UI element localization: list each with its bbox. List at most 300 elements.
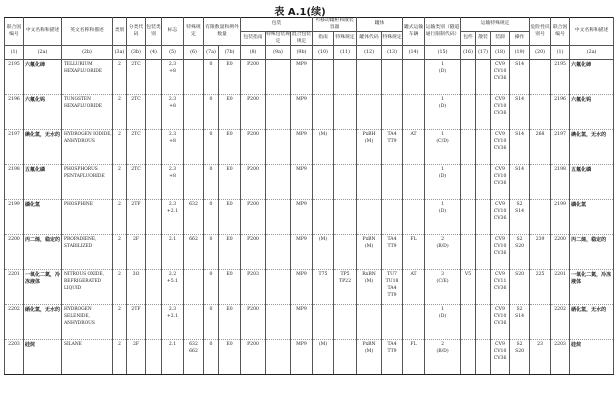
cell-limited-quantity: 0 [204, 130, 219, 165]
cell-tank-special: TA4 TT9 [382, 130, 403, 165]
cell-un-no: 2198 [5, 165, 24, 200]
cell-tank-special [382, 165, 403, 200]
cell-mixed-packing: MP9 [291, 235, 313, 270]
cell-hazard-id: 225 [530, 270, 551, 305]
cell-bulk [476, 235, 491, 270]
cell-labels: 2.3 +8 [162, 165, 184, 200]
cell-special-packing [266, 165, 291, 200]
cell-bulk [476, 340, 491, 375]
column-number: (15) [425, 46, 461, 60]
header-operation: 操作 [510, 32, 530, 46]
column-number: (9b) [291, 46, 313, 60]
cell-transport-category: 2 (B/D) [425, 235, 461, 270]
column-number: (12) [357, 46, 382, 60]
cell-un-no-right: 2203 [551, 340, 570, 375]
cell-pt-instructions [313, 95, 334, 130]
cell-tank-special: TA4 TT9 [382, 235, 403, 270]
cell-transport-category: 3 (C/E) [425, 270, 461, 305]
cell-mixed-packing: MP9 [291, 165, 313, 200]
cell-loading: CV9 CV10 CV36 [491, 200, 510, 235]
header-hazard-id: 危险性识别号 [530, 18, 551, 46]
cell-tank-code [357, 200, 382, 235]
cell-special-provisions: 662 [184, 235, 204, 270]
header-packing-group: 包装类别 [146, 18, 162, 46]
cell-hazard-id: 268 [530, 130, 551, 165]
column-number: (3b) [127, 46, 146, 60]
cell-bulk [476, 305, 491, 340]
cell-name-cn-right: 硒化氢，无水的 [570, 305, 614, 340]
cell-class-code: 2TC [127, 60, 146, 95]
cell-limited-quantity: 0 [204, 200, 219, 235]
cell-labels: 2.3 +8 [162, 60, 184, 95]
cell-pt-special [334, 95, 357, 130]
cell-bulk [476, 200, 491, 235]
table-row [5, 95, 614, 130]
cell-loading: CV9 CV10 CV36 [491, 235, 510, 270]
cell-packages [461, 130, 476, 165]
cell-loading: CV9 CV10 CV36 [491, 60, 510, 95]
cell-special-packing [266, 60, 291, 95]
cell-excepted-quantity: E0 [219, 95, 241, 130]
column-number: (2a) [24, 46, 62, 60]
table-row [5, 235, 614, 270]
cell-packages [461, 200, 476, 235]
header-transport-category: 运输类别（隧道通行限制代码） [425, 18, 461, 46]
cell-special-packing [266, 340, 291, 375]
cell-vehicle [403, 60, 425, 95]
dangerous-goods-table [4, 17, 614, 375]
cell-pt-special [334, 130, 357, 165]
cell-packages [461, 235, 476, 270]
cell-un-no: 2195 [5, 60, 24, 95]
cell-un-no: 2203 [5, 340, 24, 375]
cell-pt-special [334, 305, 357, 340]
cell-tank-special [382, 305, 403, 340]
cell-labels: 2.2 +5.1 [162, 270, 184, 305]
cell-class: 2 [113, 60, 127, 95]
cell-un-no-right: 2202 [551, 305, 570, 340]
header-special-provisions: 特殊规定 [184, 18, 204, 46]
cell-bulk [476, 165, 491, 200]
cell-transport-category: 1 (D) [425, 305, 461, 340]
cell-loading: CV9 CV11 CV36 [491, 270, 510, 305]
cell-un-no-right: 2197 [551, 130, 570, 165]
cell-operation: S14 [510, 165, 530, 200]
cell-excepted-quantity: E0 [219, 200, 241, 235]
cell-labels: 2.3 +2.1 [162, 200, 184, 235]
cell-operation: S20 [510, 270, 530, 305]
cell-packing-group [146, 235, 162, 270]
cell-limited-quantity: 0 [204, 95, 219, 130]
cell-un-no-right: 2196 [551, 95, 570, 130]
column-number: (9a) [266, 46, 291, 60]
cell-excepted-quantity: E0 [219, 270, 241, 305]
cell-class: 2 [113, 95, 127, 130]
cell-tank-code [357, 95, 382, 130]
cell-transport-category: 1 (D) [425, 165, 461, 200]
cell-name-en: NITROUS OXIDE, REFRIGERATED LIQUID [62, 270, 113, 305]
cell-loading: CV9 CV10 CV36 [491, 95, 510, 130]
cell-pt-instructions [313, 305, 334, 340]
cell-un-no: 2197 [5, 130, 24, 165]
cell-name-en: PROPADIENE, STABILIZED [62, 235, 113, 270]
cell-labels: 2.1 [162, 340, 184, 375]
cell-pt-special [334, 340, 357, 375]
cell-pt-instructions [313, 165, 334, 200]
cell-packing-instructions: P200 [241, 95, 266, 130]
column-number: (6) [184, 46, 204, 60]
cell-packing-instructions: P203 [241, 270, 266, 305]
column-number: (20) [530, 46, 551, 60]
header-name-cn: 中文名称和描述 [24, 18, 62, 46]
column-number: (1) [5, 46, 24, 60]
cell-special-packing [266, 95, 291, 130]
column-number: (2a) [570, 46, 614, 60]
column-number: (1) [551, 46, 570, 60]
cell-labels: 2.3 +2.1 [162, 305, 184, 340]
cell-special-packing [266, 235, 291, 270]
cell-class: 2 [113, 340, 127, 375]
cell-packages [461, 340, 476, 375]
header-tank-special: 特殊规定 [382, 32, 403, 46]
cell-special-provisions [184, 130, 204, 165]
cell-tank-code [357, 165, 382, 200]
cell-limited-quantity: 0 [204, 305, 219, 340]
cell-name-cn: 一氧化二氮，冷冻液体 [24, 270, 62, 305]
cell-hazard-id [530, 305, 551, 340]
header-mixed-packing: 混合包装规定 [291, 32, 313, 46]
header-un-no-right: 联合国编号 [551, 18, 570, 46]
cell-class: 2 [113, 235, 127, 270]
column-number: (10) [313, 46, 334, 60]
cell-mixed-packing: MP9 [291, 200, 313, 235]
cell-tank-code: PxBN (M) [357, 235, 382, 270]
header-special-packing: 特殊包装规定 [266, 32, 291, 46]
column-number: (18) [491, 46, 510, 60]
cell-name-cn: 硒化氢，无水的 [24, 305, 62, 340]
column-number: (13) [382, 46, 403, 60]
cell-labels: 2.3 +8 [162, 130, 184, 165]
cell-un-no: 2199 [5, 200, 24, 235]
table-row [5, 60, 614, 95]
cell-class: 2 [113, 130, 127, 165]
cell-loading: CV9 CV10 CV36 [491, 305, 510, 340]
cell-packing-instructions: P200 [241, 235, 266, 270]
cell-tank-special [382, 95, 403, 130]
cell-vehicle: AT [403, 270, 425, 305]
cell-un-no-right: 2198 [551, 165, 570, 200]
cell-class-code: 2TC [127, 130, 146, 165]
header-row-1 [5, 18, 614, 32]
cell-mixed-packing: MP9 [291, 95, 313, 130]
cell-packing-instructions: P200 [241, 60, 266, 95]
cell-excepted-quantity: E0 [219, 340, 241, 375]
header-packaging-group: 包装 [241, 18, 313, 32]
cell-class-code: 2F [127, 340, 146, 375]
cell-hazard-id [530, 165, 551, 200]
column-number: (2b) [62, 46, 113, 60]
header-pt-special: 特殊规定 [334, 32, 357, 46]
cell-special-provisions [184, 165, 204, 200]
cell-packing-instructions: P200 [241, 130, 266, 165]
header-tank-group: 罐体 [357, 18, 403, 32]
header-packages: 包件 [461, 32, 476, 46]
cell-vehicle [403, 200, 425, 235]
cell-special-provisions [184, 305, 204, 340]
cell-un-no: 2201 [5, 270, 24, 305]
cell-labels: 2.3 +8 [162, 95, 184, 130]
cell-transport-category: 1 (C/D) [425, 130, 461, 165]
cell-excepted-quantity: E0 [219, 60, 241, 95]
cell-operation: S14 [510, 60, 530, 95]
cell-name-en: TUNGSTEN HEXAFLUORIDE [62, 95, 113, 130]
cell-tank-code: PxBH (M) [357, 130, 382, 165]
cell-pt-special [334, 60, 357, 95]
cell-transport-category: 1 (D) [425, 60, 461, 95]
cell-special-packing [266, 130, 291, 165]
cell-packages [461, 60, 476, 95]
cell-packages [461, 305, 476, 340]
cell-un-no-right: 2201 [551, 270, 570, 305]
cell-name-cn-right: 五氟化磷 [570, 165, 614, 200]
cell-name-cn-right: 磷化氢 [570, 200, 614, 235]
cell-un-no: 2200 [5, 235, 24, 270]
cell-mixed-packing: MP9 [291, 305, 313, 340]
cell-tank-code [357, 305, 382, 340]
cell-pt-special [334, 200, 357, 235]
cell-name-cn: 碘化氢，无水的 [24, 130, 62, 165]
cell-tank-code [357, 60, 382, 95]
cell-pt-instructions [313, 60, 334, 95]
cell-operation: S2 S14 [510, 305, 530, 340]
cell-class-code: 3O [127, 270, 146, 305]
cell-loading: CV9 CV10 CV36 [491, 165, 510, 200]
header-name-cn-right: 中文名称和描述 [570, 18, 614, 46]
table-body [5, 60, 614, 375]
header-packing-instructions: 包装指南 [241, 32, 266, 46]
cell-name-cn-right: 六氟化钨 [570, 95, 614, 130]
cell-pt-instructions: (M) [313, 235, 334, 270]
column-number: (8) [241, 46, 266, 60]
cell-operation: S2 S20 [510, 340, 530, 375]
cell-mixed-packing: MP9 [291, 340, 313, 375]
header-tank-code: 罐体代码 [357, 32, 382, 46]
cell-class-code: 2TC [127, 95, 146, 130]
cell-packing-instructions: P200 [241, 340, 266, 375]
cell-un-no-right: 2200 [551, 235, 570, 270]
cell-excepted-quantity: E0 [219, 305, 241, 340]
table-row [5, 130, 614, 165]
cell-vehicle: FL [403, 340, 425, 375]
cell-packages [461, 165, 476, 200]
cell-tank-code: RxBN (M) [357, 270, 382, 305]
cell-bulk [476, 130, 491, 165]
header-bulk: 散装 [476, 32, 491, 46]
cell-bulk [476, 95, 491, 130]
cell-packing-group [146, 95, 162, 130]
table-title: 表 A.1(续) [274, 7, 326, 18]
cell-bulk [476, 270, 491, 305]
cell-name-en: PHOSPHORUS PENTAFLUORIDE [62, 165, 113, 200]
column-number: (4) [146, 46, 162, 60]
cell-hazard-id [530, 60, 551, 95]
cell-pt-instructions: (M) [313, 130, 334, 165]
cell-name-cn: 六氟化碲 [24, 60, 62, 95]
cell-special-provisions [184, 95, 204, 130]
cell-packing-group [146, 60, 162, 95]
header-name-en: 英文名称和描述 [62, 18, 113, 46]
cell-hazard-id: 239 [530, 235, 551, 270]
cell-packing-instructions: P200 [241, 305, 266, 340]
cell-name-en: PHOSPHINE [62, 200, 113, 235]
cell-name-cn: 磷化氢 [24, 200, 62, 235]
cell-mixed-packing: MP9 [291, 270, 313, 305]
cell-operation: S2 S20 [510, 235, 530, 270]
header-special-transport-group: 运输特殊规定 [461, 18, 530, 32]
cell-hazard-id [530, 200, 551, 235]
cell-packing-group [146, 130, 162, 165]
column-number: (16) [461, 46, 476, 60]
table-row [5, 305, 614, 340]
cell-class: 2 [113, 165, 127, 200]
cell-mixed-packing: MP9 [291, 130, 313, 165]
header-limited-excepted: 有限数量和例外数量 [204, 18, 241, 46]
header-pt-instructions: 指南 [313, 32, 334, 46]
cell-class: 2 [113, 200, 127, 235]
cell-name-en: HYDROGEN IODIDE, ANHYDROUS [62, 130, 113, 165]
cell-operation: S14 [510, 130, 530, 165]
cell-hazard-id: 23 [530, 340, 551, 375]
cell-pt-instructions: T75 [313, 270, 334, 305]
cell-limited-quantity: 0 [204, 60, 219, 95]
cell-name-cn: 六氟化钨 [24, 95, 62, 130]
cell-un-no: 2202 [5, 305, 24, 340]
cell-tank-code: PxBN (M) [357, 340, 382, 375]
cell-loading: CV9 CV10 CV36 [491, 340, 510, 375]
cell-un-no: 2196 [5, 95, 24, 130]
column-number: (3a) [113, 46, 127, 60]
cell-limited-quantity: 0 [204, 270, 219, 305]
cell-un-no-right: 2195 [551, 60, 570, 95]
cell-name-cn: 五氟化磷 [24, 165, 62, 200]
cell-special-provisions: 632 662 [184, 340, 204, 375]
cell-excepted-quantity: E0 [219, 165, 241, 200]
cell-name-en: SILANE [62, 340, 113, 375]
cell-operation: S14 [510, 95, 530, 130]
cell-vehicle [403, 165, 425, 200]
cell-pt-instructions [313, 200, 334, 235]
cell-vehicle: AT [403, 130, 425, 165]
cell-limited-quantity: 0 [204, 340, 219, 375]
cell-limited-quantity: 0 [204, 235, 219, 270]
cell-packing-instructions: P200 [241, 165, 266, 200]
cell-packing-group [146, 270, 162, 305]
cell-bulk [476, 60, 491, 95]
header-vehicle: 罐式运输车辆 [403, 18, 425, 46]
cell-pt-special: TP5 TP22 [334, 270, 357, 305]
cell-name-cn-right: 丙二烯，稳定的 [570, 235, 614, 270]
cell-vehicle [403, 95, 425, 130]
cell-tank-special: TA4 TT9 [382, 340, 403, 375]
cell-class-code: 2TF [127, 305, 146, 340]
cell-name-cn-right: 硅烷 [570, 340, 614, 375]
cell-name-cn-right: 碘化氢，无水的 [570, 130, 614, 165]
cell-name-cn: 硅烷 [24, 340, 62, 375]
cell-pt-instructions: (M) [313, 340, 334, 375]
cell-tank-special [382, 60, 403, 95]
cell-class-code: 2TF [127, 200, 146, 235]
cell-packing-group [146, 165, 162, 200]
column-number: (17) [476, 46, 491, 60]
cell-vehicle [403, 305, 425, 340]
cell-limited-quantity: 0 [204, 165, 219, 200]
column-number: (5) [162, 46, 184, 60]
cell-special-provisions [184, 270, 204, 305]
cell-operation: S2 S14 [510, 200, 530, 235]
cell-name-cn-right: 六氟化碲 [570, 60, 614, 95]
cell-special-provisions: 632 [184, 200, 204, 235]
cell-name-cn: 丙二烯，稳定的 [24, 235, 62, 270]
cell-loading: CV9 CV10 CV36 [491, 130, 510, 165]
cell-packages [461, 95, 476, 130]
cell-class: 2 [113, 305, 127, 340]
cell-excepted-quantity: E0 [219, 235, 241, 270]
column-number: (14) [403, 46, 425, 60]
cell-hazard-id [530, 95, 551, 130]
cell-pt-special [334, 165, 357, 200]
cell-special-packing [266, 200, 291, 235]
cell-un-no-right: 2199 [551, 200, 570, 235]
column-number: (7a) [204, 46, 219, 60]
header-portable-tank-group: 可移动罐柜和散装容器 [313, 18, 357, 32]
column-number: (19) [510, 46, 530, 60]
cell-labels: 2.1 [162, 235, 184, 270]
header-class-code: 分类代码 [127, 18, 146, 46]
header-class: 类别 [113, 18, 127, 46]
header-un-no: 联合国编号 [5, 18, 24, 46]
cell-tank-special [382, 200, 403, 235]
table-row [5, 200, 614, 235]
cell-transport-category: 1 (D) [425, 200, 461, 235]
cell-class-code: 2F [127, 235, 146, 270]
cell-packages: V5 [461, 270, 476, 305]
cell-transport-category: 1 (D) [425, 95, 461, 130]
cell-packing-group [146, 200, 162, 235]
column-number-row [5, 46, 614, 60]
table-row [5, 340, 614, 375]
cell-tank-special: TU7 TU18 TA4 TT9 [382, 270, 403, 305]
cell-transport-category: 2 (B/D) [425, 340, 461, 375]
cell-vehicle: FL [403, 235, 425, 270]
table-row [5, 165, 614, 200]
cell-class-code: 2TC [127, 165, 146, 200]
cell-name-cn-right: 一氧化二氮，冷冻液体 [570, 270, 614, 305]
cell-pt-special [334, 235, 357, 270]
cell-name-en: TELLURIUM HEXAFLUORIDE [62, 60, 113, 95]
cell-special-provisions [184, 60, 204, 95]
cell-mixed-packing: MP9 [291, 60, 313, 95]
header-loading: 装卸 [491, 32, 510, 46]
cell-name-en: HYDROGEN SELENIDE, ANHYDROUS [62, 305, 113, 340]
table-row [5, 270, 614, 305]
column-number: (11) [334, 46, 357, 60]
header-labels: 标志 [162, 18, 184, 46]
cell-special-packing [266, 270, 291, 305]
cell-packing-group [146, 340, 162, 375]
cell-class: 2 [113, 270, 127, 305]
cell-excepted-quantity: E0 [219, 130, 241, 165]
cell-packing-group [146, 305, 162, 340]
